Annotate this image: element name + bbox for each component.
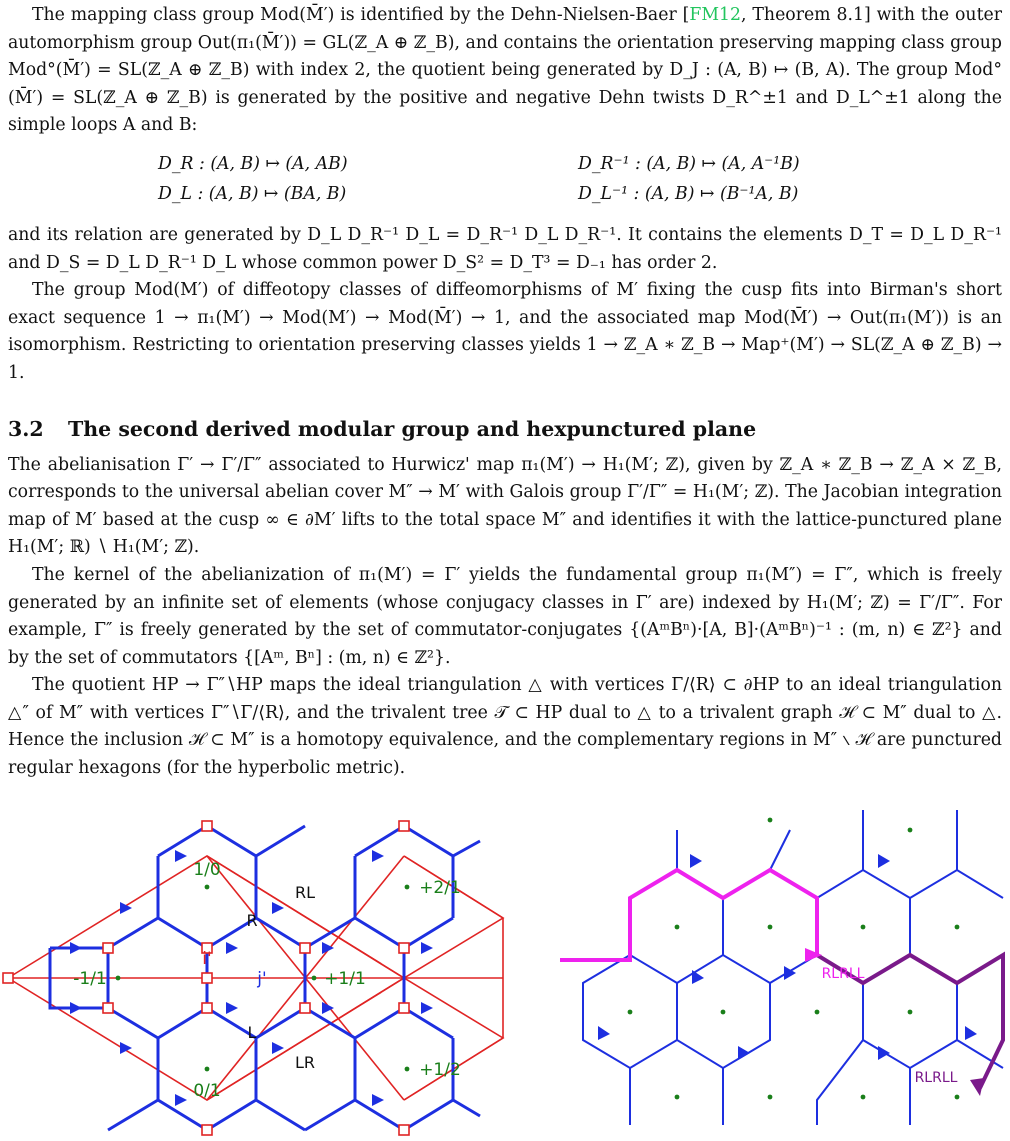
section-heading	[8, 414, 1002, 444]
label-plus-1-1: +1/1	[324, 969, 366, 989]
equation-dr: D_R : (A, B) ↦ (A, AB)	[158, 153, 348, 174]
paragraph-text: The mapping class group Mod(M̄′) is identified by the Dehn-Nielsen-Baer [	[32, 5, 690, 25]
label-rlrll-top: RLRLL	[821, 966, 865, 982]
paragraph-text: , Theorem 8.1] with the outer automorphism group Out(π₁(M̄′)) = GL(ℤ_A ⊕ ℤ_B), and contains the orientation preserving mapping class group Mod°(M̄′) = SL(ℤ_A ⊕ ℤ_B) with index 2, the quotient being generated by D_J : (A, B) ↦ (B, A). The group Mod°(M̄′) = SL(ℤ_A ⊕ ℤ_B) is generated by the positive and negative Dehn twists D_R^±1 and D_L^±1 along the simple loops A and B:	[8, 5, 1002, 136]
figure-hexagonal-triangulation	[0, 806, 520, 1141]
label-plus-2-1: +2/1	[419, 878, 461, 898]
label-1-0: 1/0	[193, 860, 221, 880]
equation-dl: D_L : (A, B) ↦ (BA, B)	[158, 183, 347, 204]
label-plus-1-2: +1/2	[419, 1060, 461, 1080]
path-magenta	[560, 870, 817, 960]
paragraph-relation: and its relation are generated by D_L D_R⁻¹ D_L = D_R⁻¹ D_L D_R⁻¹. It contains the elements D_T = D_L D_R⁻¹ and D_S = D_L D_R⁻¹ D_L whose common power D_S² = D_T³ = D₋₁ has order 2.	[8, 224, 1002, 273]
arrow-magenta	[805, 948, 822, 962]
equation-block	[158, 150, 1002, 208]
label-i-prime: i'	[202, 949, 212, 969]
label-0-1: 0/1	[193, 1081, 221, 1101]
label-LR: LR	[294, 1053, 316, 1072]
figure-hexagon-paths	[560, 790, 1005, 1140]
citation-link[interactable]: FM12	[689, 5, 742, 25]
text-block	[8, 2, 1002, 783]
arrow-purple	[970, 1078, 984, 1096]
paragraph-kernel: The kernel of the abelianization of π₁(M′) = Γ′ yields the fundamental group π₁(M″) = Γ″, which is freely generated by an infinite set of elements (whose conjugacy classes in Γ′ are) indexed by H₁(M′; ℤ) = Γ′/Γ″. For example, Γ″ is freely generated by the set of commutator-conjugates {(AᵐBⁿ)·[A, B]·(AᵐBⁿ)⁻¹ : (m, n) ∈ ℤ²} and by the set of commutators {[Aᵐ, Bⁿ] : (m, n) ∈ ℤ²}.	[8, 564, 1002, 668]
label-minus-1-1: -1/1	[73, 969, 107, 989]
equation-dr-inverse: D_R⁻¹ : (A, B) ↦ (A, A⁻¹B)	[578, 153, 800, 174]
section-title: The second derived modular group and hexpunctured plane	[68, 416, 757, 441]
paragraph-abelianisation: The abelianisation Γ′ → Γ′/Γ″ associated to Hurwicz' map π₁(M′) → H₁(M′; ℤ), given by ℤ_A ∗ ℤ_B → ℤ_A × ℤ_B, corresponds to the universal abelian cover M″ → M′ with Galois group Γ′/Γ″ = H₁(M′; ℤ). The Jacobian integration map of M′ based at the cusp ∞ ∈ ∂M′ lifts to the total space M″ and identifies it with the lattice-punctured plane H₁(M′; ℝ) ∖ H₁(M′; ℤ).	[8, 454, 1002, 558]
label-R: R	[246, 911, 258, 930]
section-number: 3.2	[8, 416, 44, 441]
paragraph-quotient: The quotient HP → Γ″∖HP maps the ideal triangulation △ with vertices Γ/⟨R⟩ ⊂ ∂HP to an ideal triangulation △″ of M″ with vertices Γ″∖Γ/⟨R⟩, and the trivalent tree 𝒯 ⊂ HP dual to △ to a trivalent graph ℋ ⊂ M″ dual to △. Hence the inclusion ℋ ⊂ M″ is a homotopy equivalence, and the complementary regions in M″ ∖ ℋ are punctured regular hexagons (for the hyperbolic metric).	[8, 675, 1002, 779]
label-L: L	[247, 1023, 257, 1042]
label-j-prime: j'	[257, 969, 267, 989]
paragraph-birman: The group Mod(M′) of diffeotopy classes of diffeomorphisms of M′ fixing the cusp fits into Birman's short exact sequence 1 → π₁(M′) → Mod(M′) → Mod(M̄′) → 1, and the associated map Mod(M̄′) → Out(π₁(M′)) is an isomorphism. Restricting to orientation preserving classes yields 1 → ℤ_A ∗ ℤ_B → Map⁺(M′) → SL(ℤ_A ⊕ ℤ_B) → 1.	[8, 280, 1002, 383]
equation-dl-inverse: D_L⁻¹ : (A, B) ↦ (B⁻¹A, B)	[578, 183, 799, 204]
label-RL: RL	[294, 883, 316, 902]
label-rlrll-bottom: RLRLL	[914, 1070, 958, 1086]
paragraph-mapping-class	[8, 2, 1002, 140]
